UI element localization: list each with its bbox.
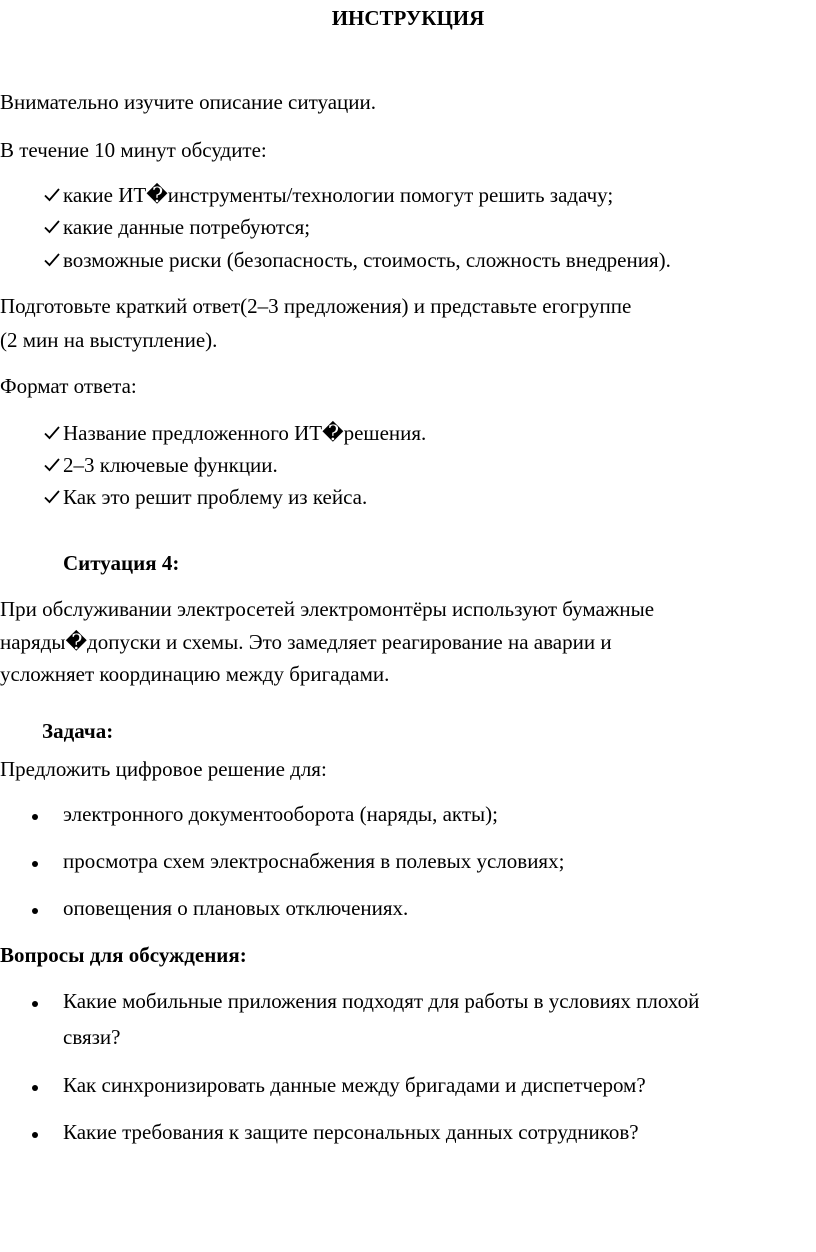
situation-heading: Ситуация 4:: [63, 551, 180, 575]
task-item-text: электронного документооборота (наряды, акты);: [63, 802, 498, 826]
bullet-icon: [32, 861, 38, 867]
document-title: ИНСТРУКЦИЯ: [331, 6, 485, 30]
task-item-text: просмотра схем электроснабжения в полевых условиях;: [63, 849, 565, 873]
format-heading: Формат ответа:: [0, 374, 137, 398]
format-item-text: Название предложенного ИТ�решения.: [63, 421, 427, 445]
discuss-item-text: возможные риски (безопасность, стоимость, сложность внедрения).: [63, 248, 671, 272]
format-item-text: Как это решит проблему из кейса.: [63, 485, 368, 509]
intro-line-1: Внимательно изучите описание ситуации.: [0, 90, 376, 114]
checkmark-icon: [44, 252, 60, 268]
situation-line: усложняет координацию между бригадами.: [0, 662, 390, 686]
checkmark-icon: [44, 489, 60, 505]
question-item-text: Как синхронизировать данные между бригадами и диспетчером?: [63, 1073, 646, 1097]
questions-heading: Вопросы для обсуждения:: [0, 943, 247, 967]
checkmark-icon: [44, 187, 60, 203]
intro-line-2: В течение 10 минут обсудите:: [0, 138, 267, 162]
checkmark-icon: [44, 219, 60, 235]
situation-line: При обслуживании электросетей электромонтёры используют бумажные: [0, 597, 655, 621]
checkmark-icon: [44, 457, 60, 473]
bullet-icon: [32, 1132, 38, 1138]
task-item-text: оповещения о плановых отключениях.: [63, 896, 409, 920]
discuss-item-text: какие данные потребуются;: [63, 215, 311, 239]
bullet-icon: [32, 908, 38, 914]
discuss-item-text: какие ИТ�инструменты/технологии помогут решить задачу;: [63, 183, 614, 207]
task-heading: Задача:: [42, 719, 114, 743]
bullet-icon: [32, 814, 38, 820]
format-item-text: 2–3 ключевые функции.: [63, 453, 278, 477]
situation-line: наряды�допуски и схемы. Это замедляет реагирование на аварии и: [0, 630, 612, 654]
task-intro: Предложить цифровое решение для:: [0, 757, 327, 781]
prepare-line-1: Подготовьте краткий ответ(2–3 предложения) и представьте егогруппе: [0, 294, 632, 318]
bullet-icon: [32, 1085, 38, 1091]
question-item-text: Какие мобильные приложения подходят для работы в условиях плохой: [63, 989, 700, 1013]
question-item-continuation: связи?: [63, 1025, 121, 1049]
prepare-line-2: (2 мин на выступление).: [0, 328, 218, 352]
bullet-icon: [32, 1001, 38, 1007]
checkmark-icon: [44, 425, 60, 441]
question-item-text: Какие требования к защите персональных данных сотрудников?: [63, 1120, 639, 1144]
